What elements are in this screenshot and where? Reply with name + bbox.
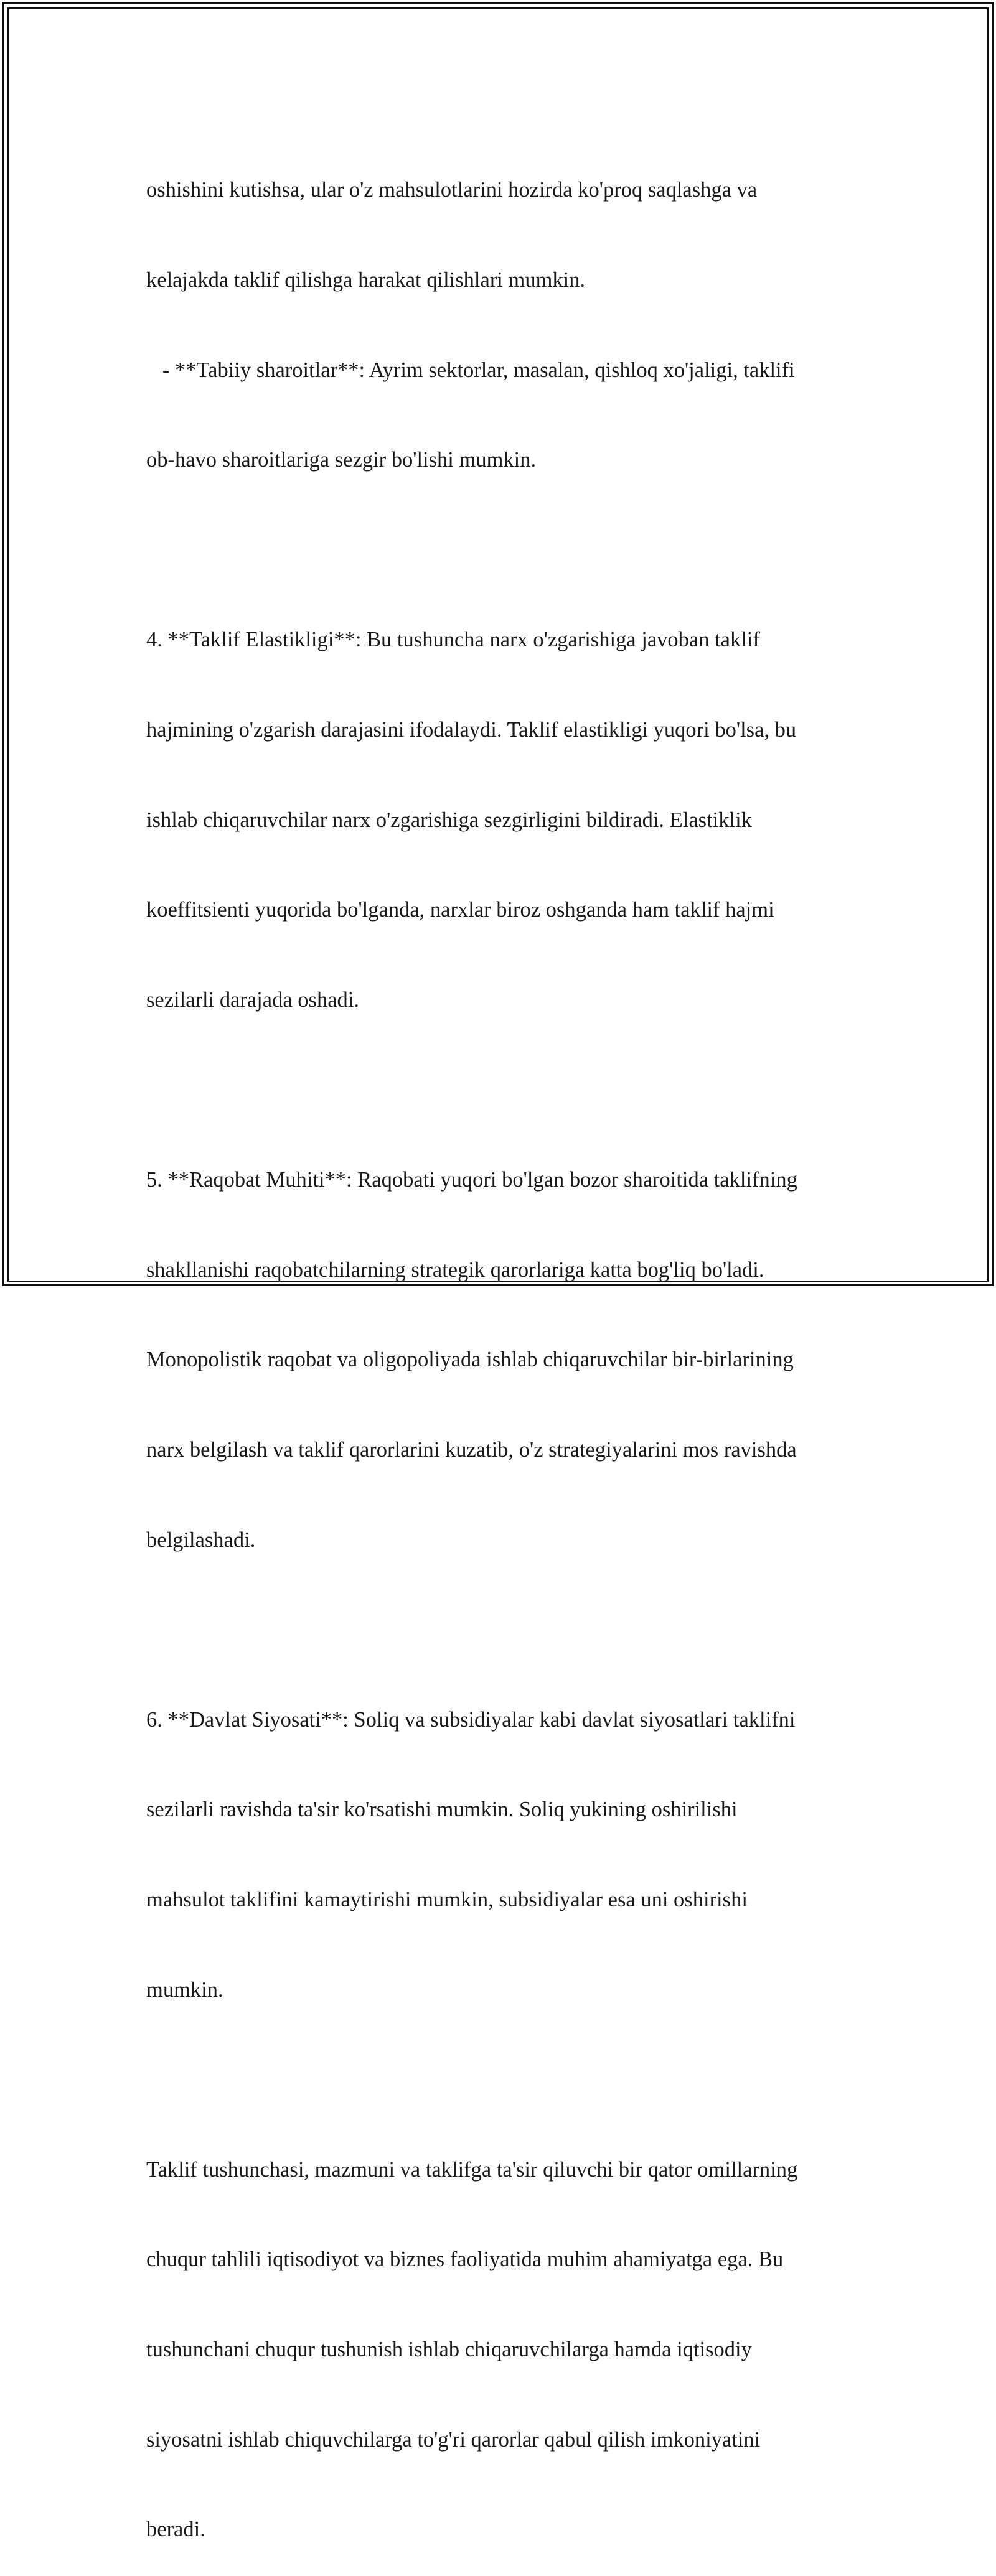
text-line: Monopolistik raqobat va oligopoliyada ishlab chiqaruvchilar bir-birlarining <box>146 1348 794 1372</box>
text-line: mahsulot taklifini kamaytirishi mumkin, subsidiyalar esa uni oshirishi <box>146 1887 748 1911</box>
text-line: siyosatni ishlab chiquvchilarga to'g'ri qarorlar qabul qilish imkoniyatini <box>146 2427 761 2452</box>
text-line: 4. **Taklif Elastikligi**: Bu tushuncha narx o'zgarishiga javoban taklif <box>146 628 760 652</box>
text-line: chuqur tahlili iqtisodiyot va biznes faoliyatida muhim ahamiyatga ega. Bu <box>146 2247 784 2272</box>
text-line: narx belgilash va taklif qarorlarini kuzatib, o'z strategiyalarini mos ravishda <box>146 1437 797 1462</box>
text-line: hajmining o'zgarish darajasini ifodalaydi. Taklif elastikligi yuqori bo'lsa, bu <box>146 718 797 742</box>
document-body <box>146 115 856 2576</box>
text-line: mumkin. <box>146 1977 223 2002</box>
text-line: Taklif tushunchasi, mazmuni va taklifga ta'sir qiluvchi bir qator omillarning <box>146 2157 798 2182</box>
text-line: beradi. <box>146 2518 205 2542</box>
text-line: kelajakda taklif qilishga harakat qilishlari mumkin. <box>146 268 586 292</box>
text-line: 5. **Raqobat Muhiti**: Raqobati yuqori bo'lgan bozor sharoitida taklifning <box>146 1168 797 1192</box>
text-line: sezilarli ravishda ta'sir ko'rsatishi mumkin. Soliq yukining oshirilishi <box>146 1798 738 1822</box>
text-line: sezilarli darajada oshadi. <box>146 987 359 1012</box>
paragraph-raqobat-muhiti <box>146 1105 856 1615</box>
text-line: 6. **Davlat Siyosati**: Soliq va subsidiyalar kabi davlat siyosatlari taklifni <box>146 1707 796 1732</box>
text-line: belgilashadi. <box>146 1528 256 1552</box>
paragraph-conclusion <box>146 2094 856 2576</box>
text-line: koeffitsienti yuqorida bo'lganda, narxlar biroz oshganda ham taklif hajmi <box>146 898 774 922</box>
text-line: ob-havo sharoitlariga sezgir bo'lishi mumkin. <box>146 448 537 472</box>
text-line: tushunchani chuqur tushunish ishlab chiqaruvchilarga hamda iqtisodiy <box>146 2337 752 2361</box>
text-line: oshishini kutishsa, ular o'z mahsulotlarini hozirda ko'proq saqlashga va <box>146 178 758 202</box>
paragraph-continuation <box>146 115 856 535</box>
paragraph-davlat-siyosati <box>146 1645 856 2065</box>
text-line: ishlab chiqaruvchilar narx o'zgarishiga sezgirligini bildiradi. Elastiklik <box>146 808 752 832</box>
paragraph-taklif-elastikligi <box>146 565 856 1075</box>
text-line: shakllanishi raqobatchilarning strategik qarorlariga katta bog'liq bo'ladi. <box>146 1258 764 1282</box>
text-line: - **Tabiiy sharoitlar**: Ayrim sektorlar, masalan, qishloq xo'jaligi, taklifi <box>146 358 795 382</box>
